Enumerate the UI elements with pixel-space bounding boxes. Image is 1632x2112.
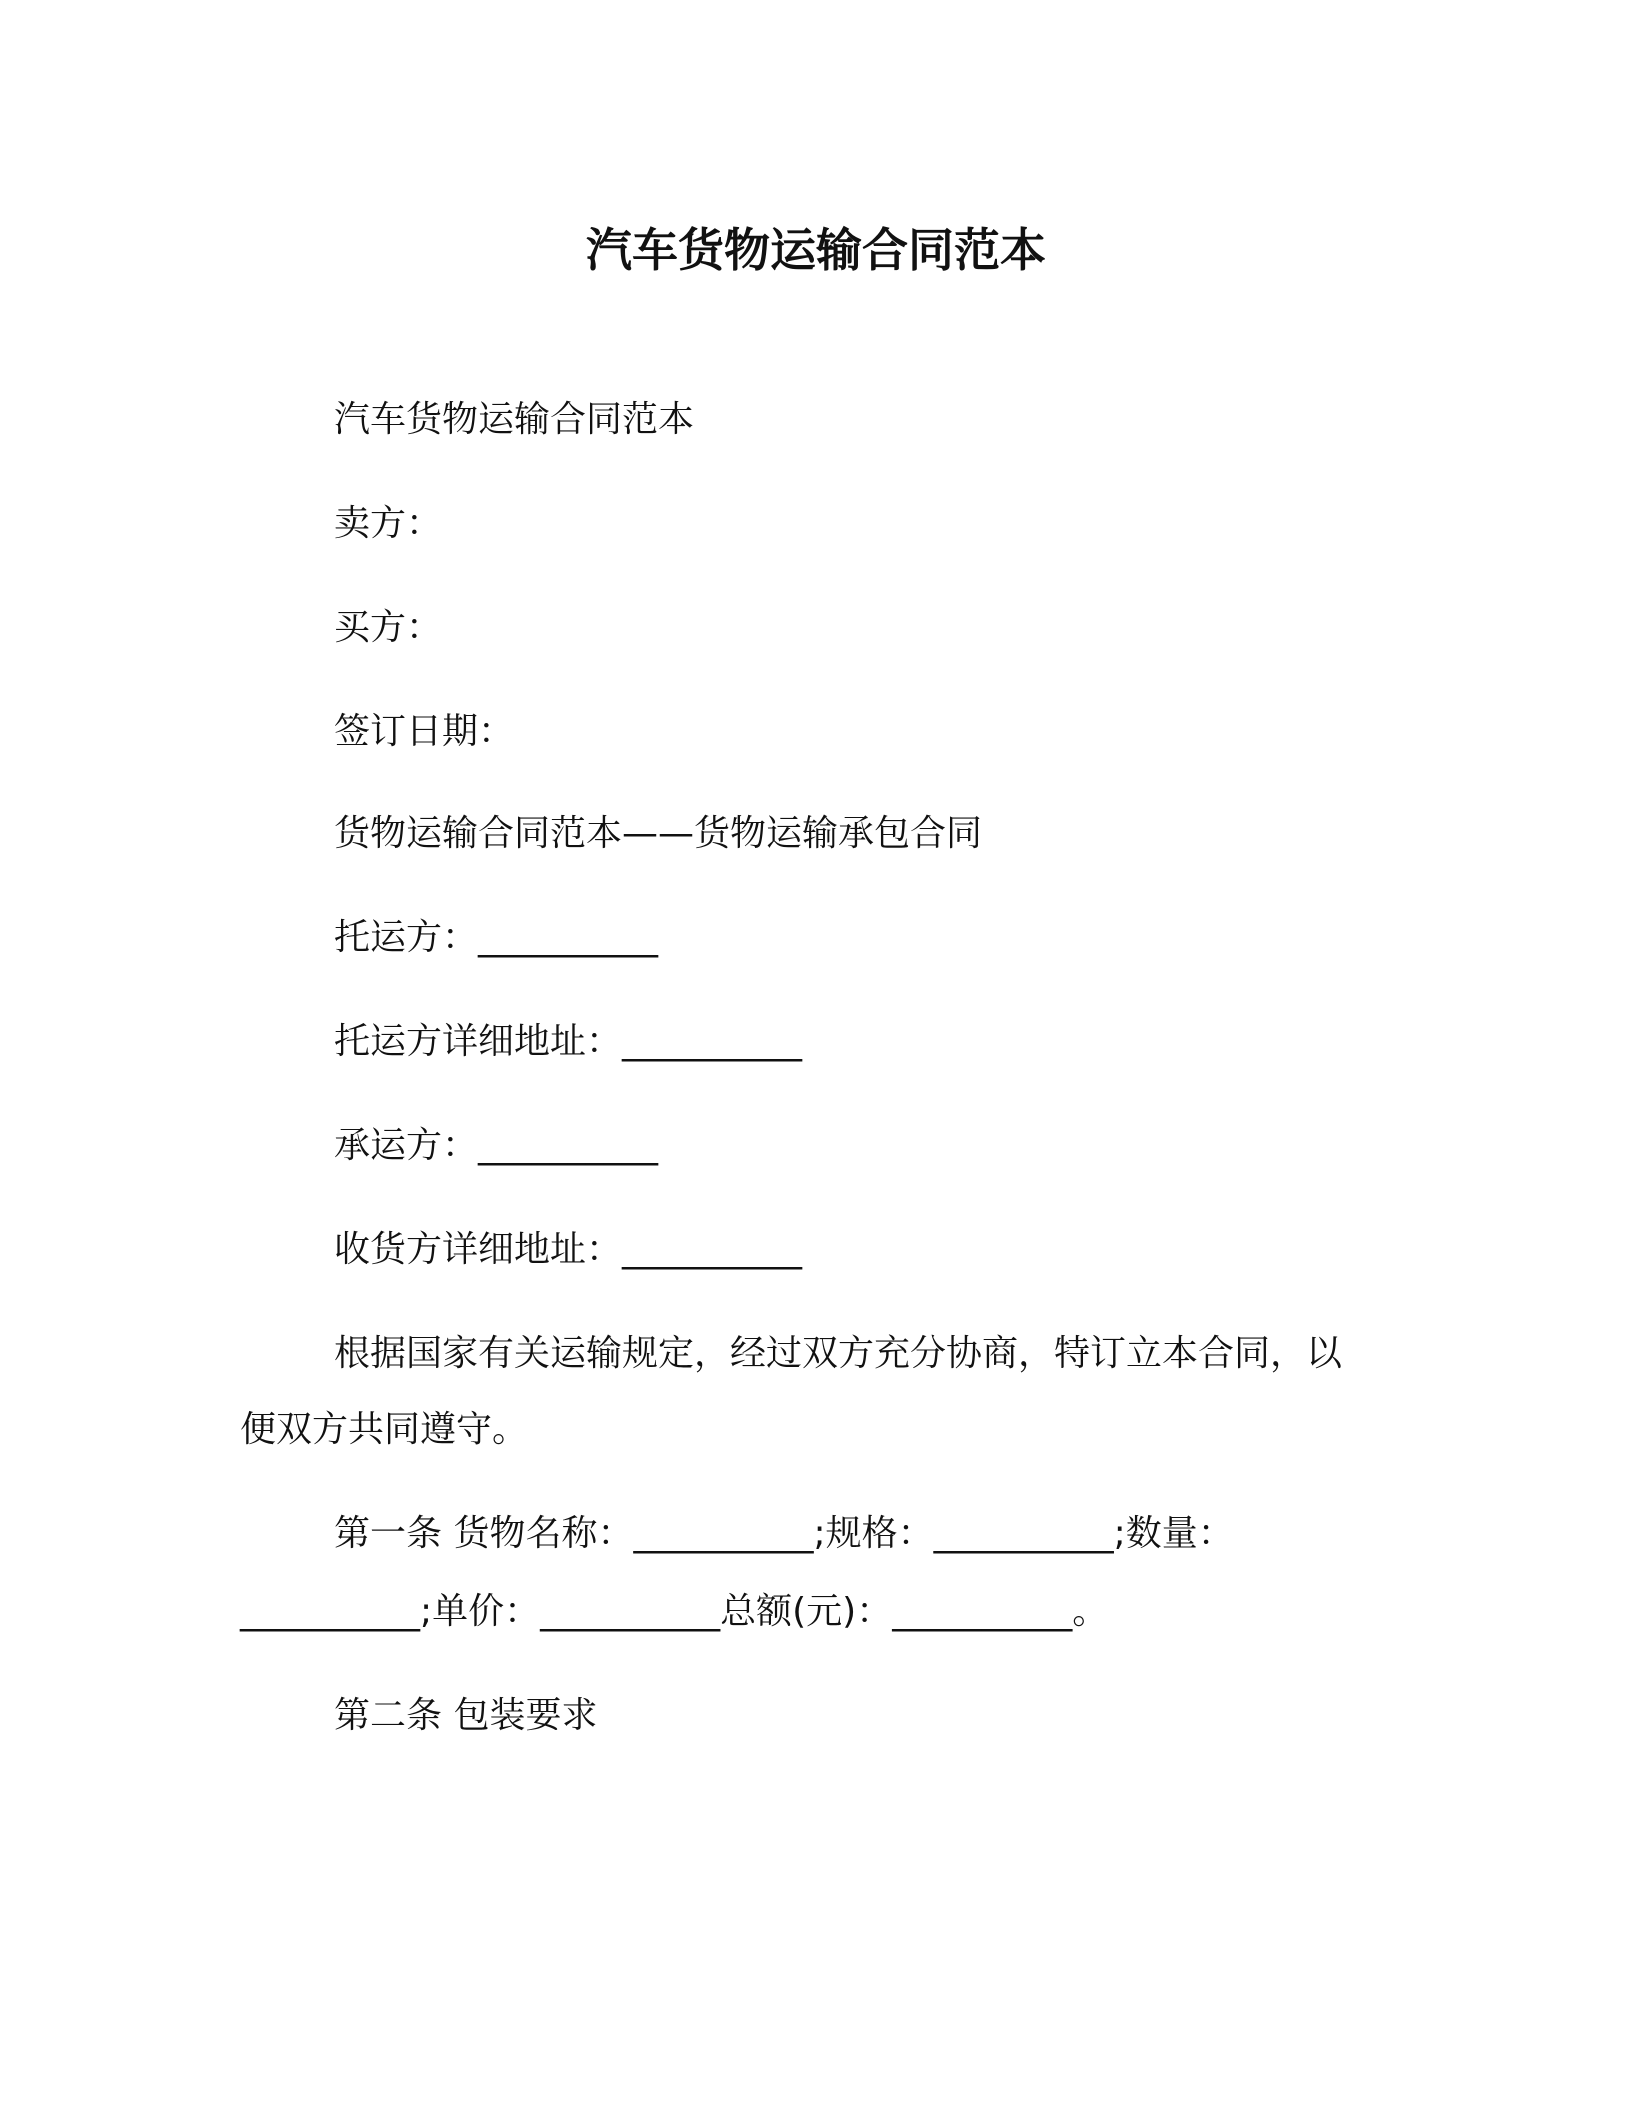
- article-one-line-1: 第一条 货物名称：__________;规格：__________;数量：: [334, 1513, 1234, 1554]
- consignee-address-line: 收货方详细地址：__________: [334, 1229, 803, 1270]
- buyer-line: 买方：: [334, 607, 443, 648]
- shipper-line: 托运方：__________: [334, 917, 659, 958]
- shipper-address-line: 托运方详细地址：__________: [334, 1021, 803, 1062]
- contract-heading-line: 货物运输合同范本——货物运输承包合同: [334, 813, 983, 854]
- preamble-line-1: 根据国家有关运输规定，经过双方充分协商，特订立本合同，以: [334, 1333, 1343, 1374]
- seller-line: 卖方：: [334, 503, 443, 544]
- article-two-line: 第二条 包装要求: [334, 1695, 598, 1736]
- preamble-line-2: 便双方共同遵守。: [240, 1409, 529, 1450]
- carrier-line: 承运方：__________: [334, 1125, 659, 1166]
- document-title: 汽车货物运输合同范本: [586, 223, 1046, 277]
- subtitle-line: 汽车货物运输合同范本: [334, 399, 695, 440]
- sign-date-line: 签订日期：: [334, 711, 515, 752]
- article-one-line-2: __________;单价：__________总额(元)：__________。: [240, 1591, 1109, 1632]
